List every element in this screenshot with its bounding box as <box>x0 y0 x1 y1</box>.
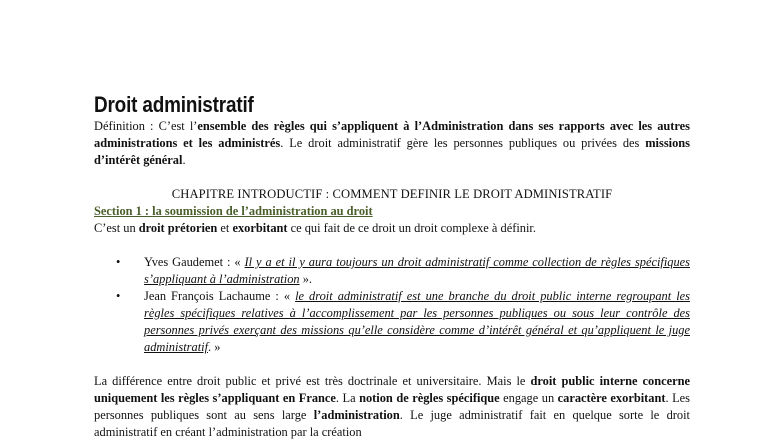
intro-text-c: et <box>217 221 233 235</box>
quote-end: . » <box>208 340 221 354</box>
quote-end: ». <box>299 272 312 286</box>
document-title: Droit administratif <box>94 92 254 117</box>
quote-text: le droit administratif est une branche du droit public interne regroupant les règles spécifiques relatives à l’accomplissement par les personnes publiques ou sous leur contrôle des personnes privés exerçant des missions qu’elle considère comme d’intérêt général et qu’appliquent le juge administratif <box>144 289 690 354</box>
bullet-icon: • <box>116 255 121 269</box>
chapter-heading: CHAPITRE INTRODUCTIF : COMMENT DEFINIR LE DROIT ADMINISTRATIF <box>171 187 613 201</box>
quote-list <box>94 254 690 356</box>
definition-end: . <box>182 153 186 167</box>
quote-author: Yves Gaudemet : « <box>144 255 245 269</box>
definition-bold-missions: missions d’intérêt général <box>94 136 690 167</box>
intro-text-a: C’est un <box>94 221 139 235</box>
bullet-icon: • <box>116 289 121 303</box>
intro-paragraph <box>94 220 690 237</box>
para-text: . Le juge administratif fait en quelque sorte le droit administratif en créant l’administration par la création <box>94 408 690 439</box>
section-heading: Section 1 : la soumission de l’administration au droit <box>94 204 373 218</box>
para-bold-text: notion de règles spécifique <box>359 391 500 405</box>
para-text: . La <box>335 391 360 405</box>
definition-paragraph <box>94 118 690 169</box>
para-text: . Les personnes publiques sont au sens large <box>94 391 690 422</box>
list-item <box>94 288 690 356</box>
document-body <box>94 92 690 441</box>
intro-bold-pretorien: droit prétorien <box>138 221 218 235</box>
definition-text: . Le droit administratif gère les personnes publiques ou privées des <box>280 136 646 150</box>
quote-text: Il y a et il y aura toujours un droit administratif comme collection de règles spécifiques s’appliquant à l’administration <box>144 255 690 286</box>
para-text: engage un <box>499 391 558 405</box>
intro-text-d: ce qui fait de ce droit un droit complexe à définir. <box>287 221 536 235</box>
para-bold-text: droit public interne concerne uniquement les règles s’appliquant en France <box>94 374 691 405</box>
definition-label: Définition : C’est l’ <box>94 119 198 133</box>
list-item <box>94 254 690 288</box>
intro-bold-exorbitant: exorbitant <box>232 221 288 235</box>
definition-bold-text: ensemble des règles qui s’appliquent à l’Administration dans ses rapports avec les autres administrations et les administrés <box>94 119 691 150</box>
quote-author: Jean François Lachaume : « <box>144 289 296 303</box>
body-paragraph <box>94 373 690 441</box>
para-bold-text: l’administration <box>313 408 400 422</box>
para-text: La différence entre droit public et privé est très doctrinale et universitaire. Mais le <box>94 374 531 388</box>
para-bold-text: caractère exorbitant <box>557 391 666 405</box>
